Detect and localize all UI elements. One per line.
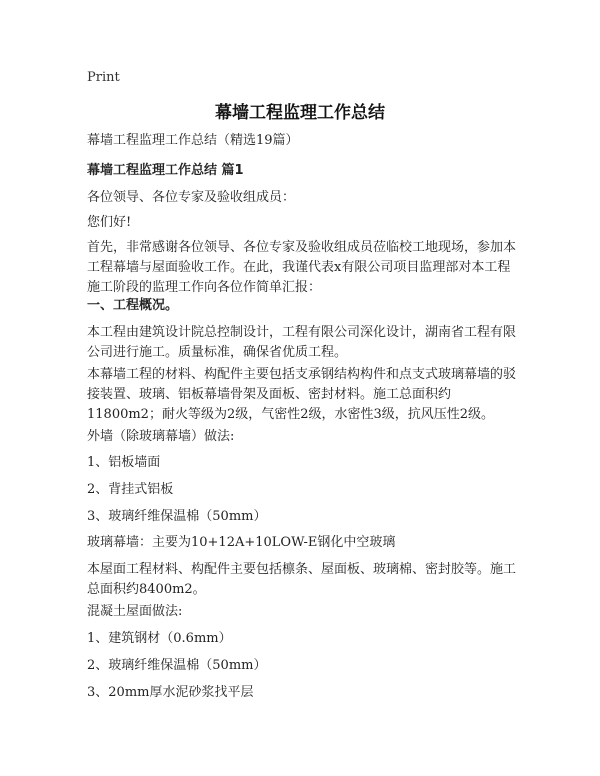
intro-paragraph: 首先，非常感谢各位领导、各位专家及验收组成员莅临校工地现场，参加本工程幕墙与屋面验收工作。在此，我谨代表x有限公司项目监理部对本工程施工阶段的监理工作向各位作简单汇报： <box>87 240 517 295</box>
exterior-list-item: 3、玻璃纤维保温棉（50mm） <box>87 509 267 524</box>
overview-paragraph-1: 本工程由建筑设计院总控制设计，工程有限公司深化设计，湖南省工程有限公司进行施工。质量标准，确保省优质工程。 <box>87 325 517 360</box>
glass-curtain-line: 玻璃幕墙：主要为10+12A+10LOW-E钢化中空玻璃 <box>87 535 396 550</box>
section-heading: 幕墙工程监理工作总结 篇1 <box>87 163 244 178</box>
concrete-roof-heading: 混凝土屋面做法: <box>87 604 183 619</box>
roof-materials-paragraph: 本屋面工程材料、构配件主要包括檩条、屋面板、玻璃棉、密封胶等。施工总面积约8400m2。 <box>87 562 517 597</box>
concrete-list-item: 3、20mm厚水泥砂浆找平层 <box>87 685 254 700</box>
salutation-line-2: 您们好! <box>87 215 132 230</box>
overview-paragraph-2: 本幕墙工程的材料、构配件主要包括支承钢结构构件和点支式玻璃幕墙的驳接装置、玻璃、铝板幕墙骨架及面板、密封材料。施工总面积约11800m2；耐火等级为2级，气密性2级，水密性3级，抗风压性2级。 <box>87 367 517 422</box>
concrete-list-item: 1、建筑钢材（0.6mm） <box>87 631 232 646</box>
overview-heading: 一、工程概况。 <box>87 298 179 313</box>
page-title: 幕墙工程监理工作总结 <box>215 103 385 123</box>
salutation-line-1: 各位领导、各位专家及验收组成员： <box>87 190 296 205</box>
concrete-list-item: 2、玻璃纤维保温棉（50mm） <box>87 658 267 673</box>
document-subtitle: 幕墙工程监理工作总结（精选19篇） <box>87 133 299 148</box>
exterior-list-item: 1、铝板墙面 <box>87 455 161 470</box>
print-label[interactable]: Print <box>87 70 120 85</box>
exterior-wall-heading: 外墙（除玻璃幕墙）做法: <box>87 429 235 444</box>
exterior-list-item: 2、背挂式铝板 <box>87 482 174 497</box>
